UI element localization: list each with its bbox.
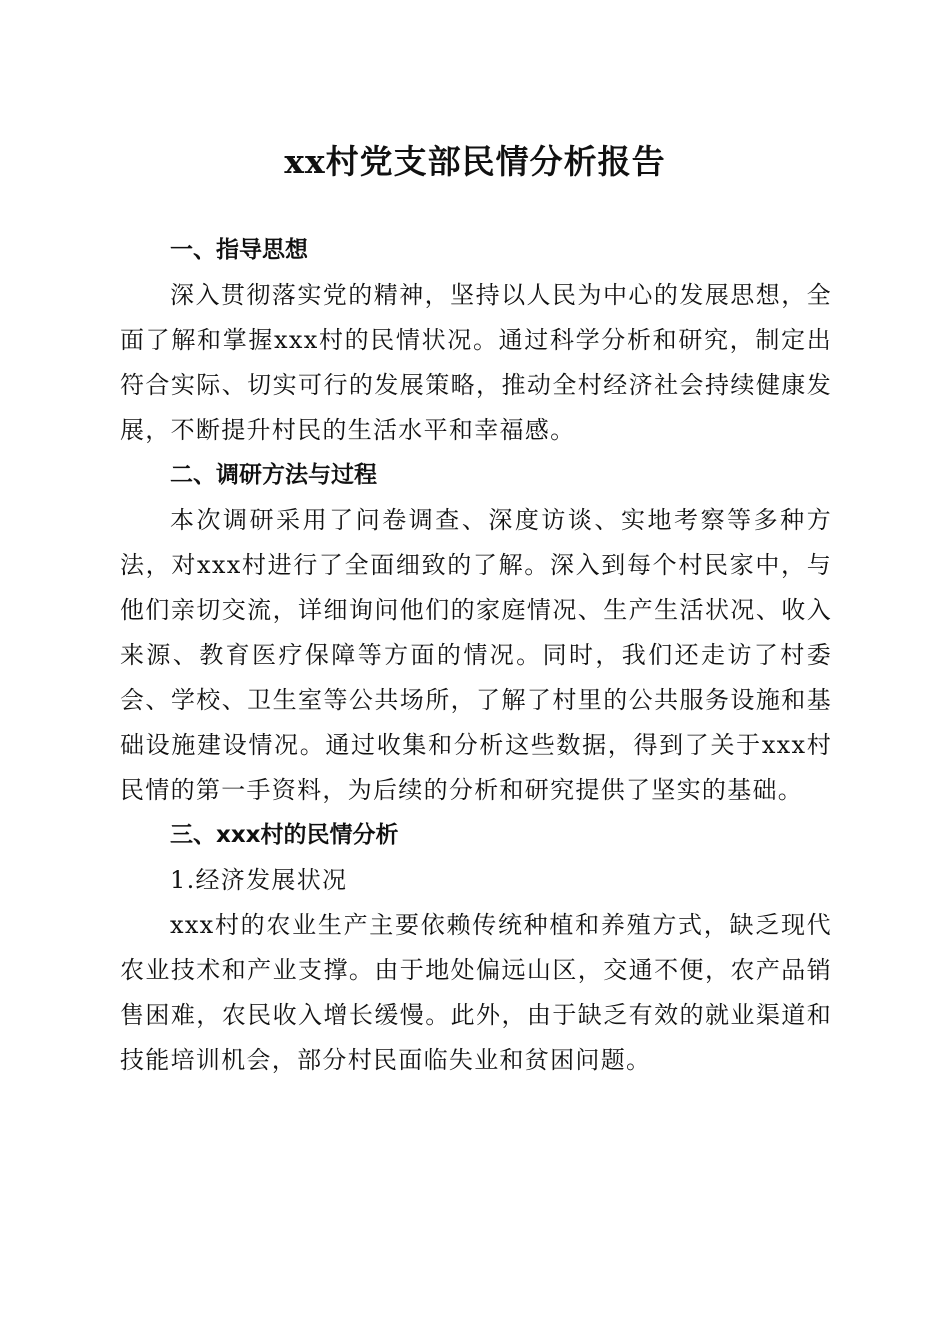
section-heading-guiding-ideology: 一、指导思想	[170, 237, 308, 263]
section-paragraph-economic-status: xxx村的农业生产主要依赖传统种植和养殖方式，缺乏现代农业技术和产业支撑。由于地处偏远山区，交通不便，农产品销售困难，农民收入增长缓慢。此外，由于缺乏有效的就业渠道和技能培训机会，部分村民面临失业和贫困问题。	[120, 911, 832, 1074]
section-paragraph-research-method: 本次调研采用了问卷调查、深度访谈、实地考察等多种方法，对xxx村进行了全面细致的了解。深入到每个村民家中，与他们亲切交流，详细询问他们的家庭情况、生产生活状况、收入来源、教育医疗保障等方面的情况。同时，我们还走访了村委会、学校、卫生室等公共场所，了解了村里的公共服务设施和基础设施建设情况。通过收集和分析这些数据，得到了关于xxx村民情的第一手资料，为后续的分析和研究提供了坚实的基础。	[120, 506, 832, 804]
section-heading-village-analysis: 三、xxx村的民情分析	[170, 822, 399, 848]
document-title: xx村党支部民情分析报告	[284, 142, 666, 181]
document-body	[120, 228, 832, 1083]
section-subheading-economic-status: 1.经济发展状况	[170, 866, 348, 894]
section-paragraph-guiding-ideology: 深入贯彻落实党的精神，坚持以人民为中心的发展思想，全面了解和掌握xxx村的民情状况。通过科学分析和研究，制定出符合实际、切实可行的发展策略，推动全村经济社会持续健康发展，不断提升村民的生活水平和幸福感。	[120, 281, 832, 444]
section-heading-research-method: 二、调研方法与过程	[170, 462, 377, 488]
